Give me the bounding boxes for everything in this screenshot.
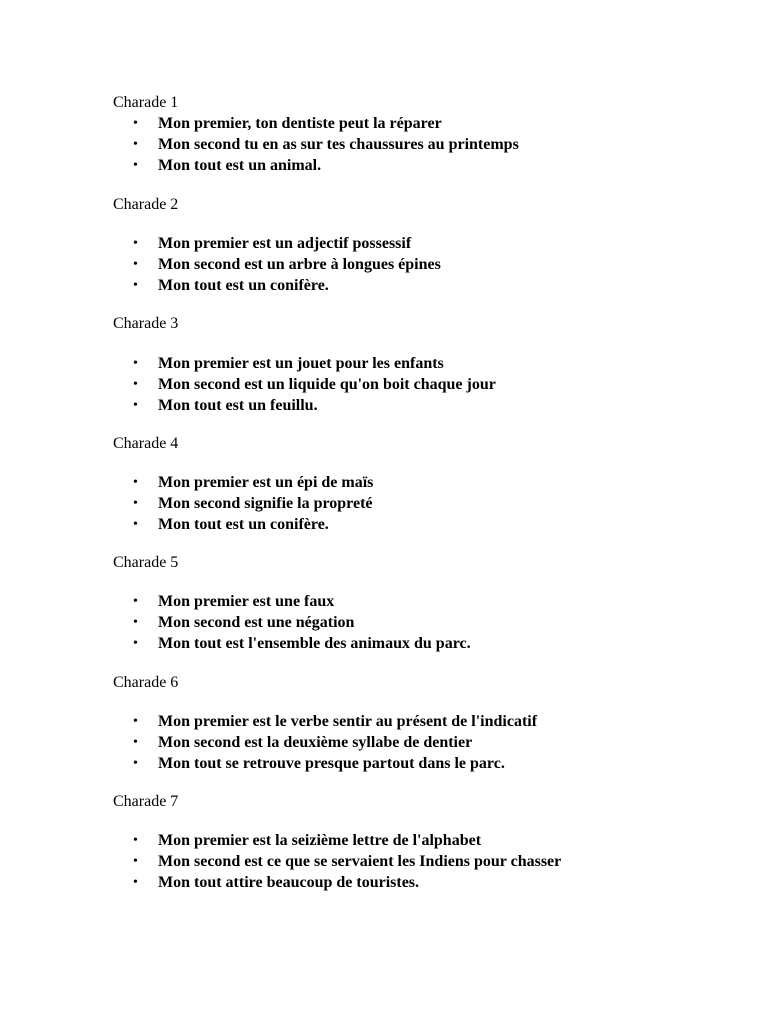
clue-text: Mon tout est un animal. — [158, 156, 322, 174]
bullet-icon: • — [133, 594, 138, 609]
charade-title: Charade 5 — [113, 554, 179, 571]
bullet-icon: • — [133, 256, 138, 272]
clue-text: Mon premier est un jouet pour les enfants — [158, 355, 444, 372]
clue-text: Mon second est ce que se servaient les Indiens pour chasser — [158, 852, 562, 870]
charade-title: Charade 3 — [113, 315, 179, 332]
bullet-icon: • — [133, 116, 138, 131]
clue-text: Mon second signifie la propreté — [158, 494, 373, 512]
clue-text: Mon premier est un adjectif possessif — [158, 235, 412, 252]
bullet-icon: • — [133, 475, 138, 490]
charade-title: Charade 2 — [113, 196, 179, 213]
clue-text: Mon premier, ton dentiste peut la réparer — [158, 115, 442, 132]
charade-title: Charade 6 — [113, 674, 179, 691]
bullet-icon: • — [133, 714, 138, 729]
charade-title: Charade 1 — [113, 94, 179, 111]
clue-text: Mon premier est la seizième lettre de l'alphabet — [158, 832, 482, 849]
clue-text: Mon second tu en as sur tes chaussures au printemps — [158, 135, 519, 153]
clue-text: Mon tout est un feuillu. — [158, 396, 318, 414]
bullet-icon: • — [133, 397, 138, 413]
clue-text: Mon tout est un conifère. — [158, 515, 329, 533]
bullet-icon: • — [133, 157, 138, 173]
bullet-icon: • — [133, 734, 138, 750]
bullet-icon: • — [133, 755, 138, 771]
bullet-icon: • — [133, 495, 138, 511]
clue-text: Mon premier est un épi de maïs — [158, 474, 374, 491]
clue-text: Mon premier est le verbe sentir au présent de l'indicatif — [158, 713, 538, 730]
clue-text: Mon second est un liquide qu'on boit chaque jour — [158, 375, 496, 393]
clue-text: Mon second est la deuxième syllabe de dentier — [158, 733, 473, 751]
clue-text: Mon tout est un conifère. — [158, 276, 329, 294]
bullet-icon: • — [133, 516, 138, 532]
charade-title: Charade 7 — [113, 793, 179, 810]
bullet-icon: • — [133, 277, 138, 293]
charade-title: Charade 4 — [113, 435, 179, 452]
bullet-icon: • — [133, 356, 138, 371]
bullet-icon: • — [133, 376, 138, 392]
bullet-icon: • — [133, 236, 138, 251]
clue-text: Mon premier est une faux — [158, 593, 335, 610]
clue-text: Mon second est une négation — [158, 613, 355, 631]
clue-text: Mon tout se retrouve presque partout dans le parc. — [158, 754, 505, 772]
clue-text: Mon tout attire beaucoup de touristes. — [158, 873, 420, 891]
bullet-icon: • — [133, 853, 138, 869]
bullet-icon: • — [133, 833, 138, 848]
bullet-icon: • — [133, 874, 138, 890]
clue-text: Mon tout est l'ensemble des animaux du parc. — [158, 634, 471, 652]
bullet-icon: • — [133, 136, 138, 152]
bullet-icon: • — [133, 614, 138, 630]
clue-text: Mon second est un arbre à longues épines — [158, 255, 441, 273]
bullet-icon: • — [133, 635, 138, 651]
